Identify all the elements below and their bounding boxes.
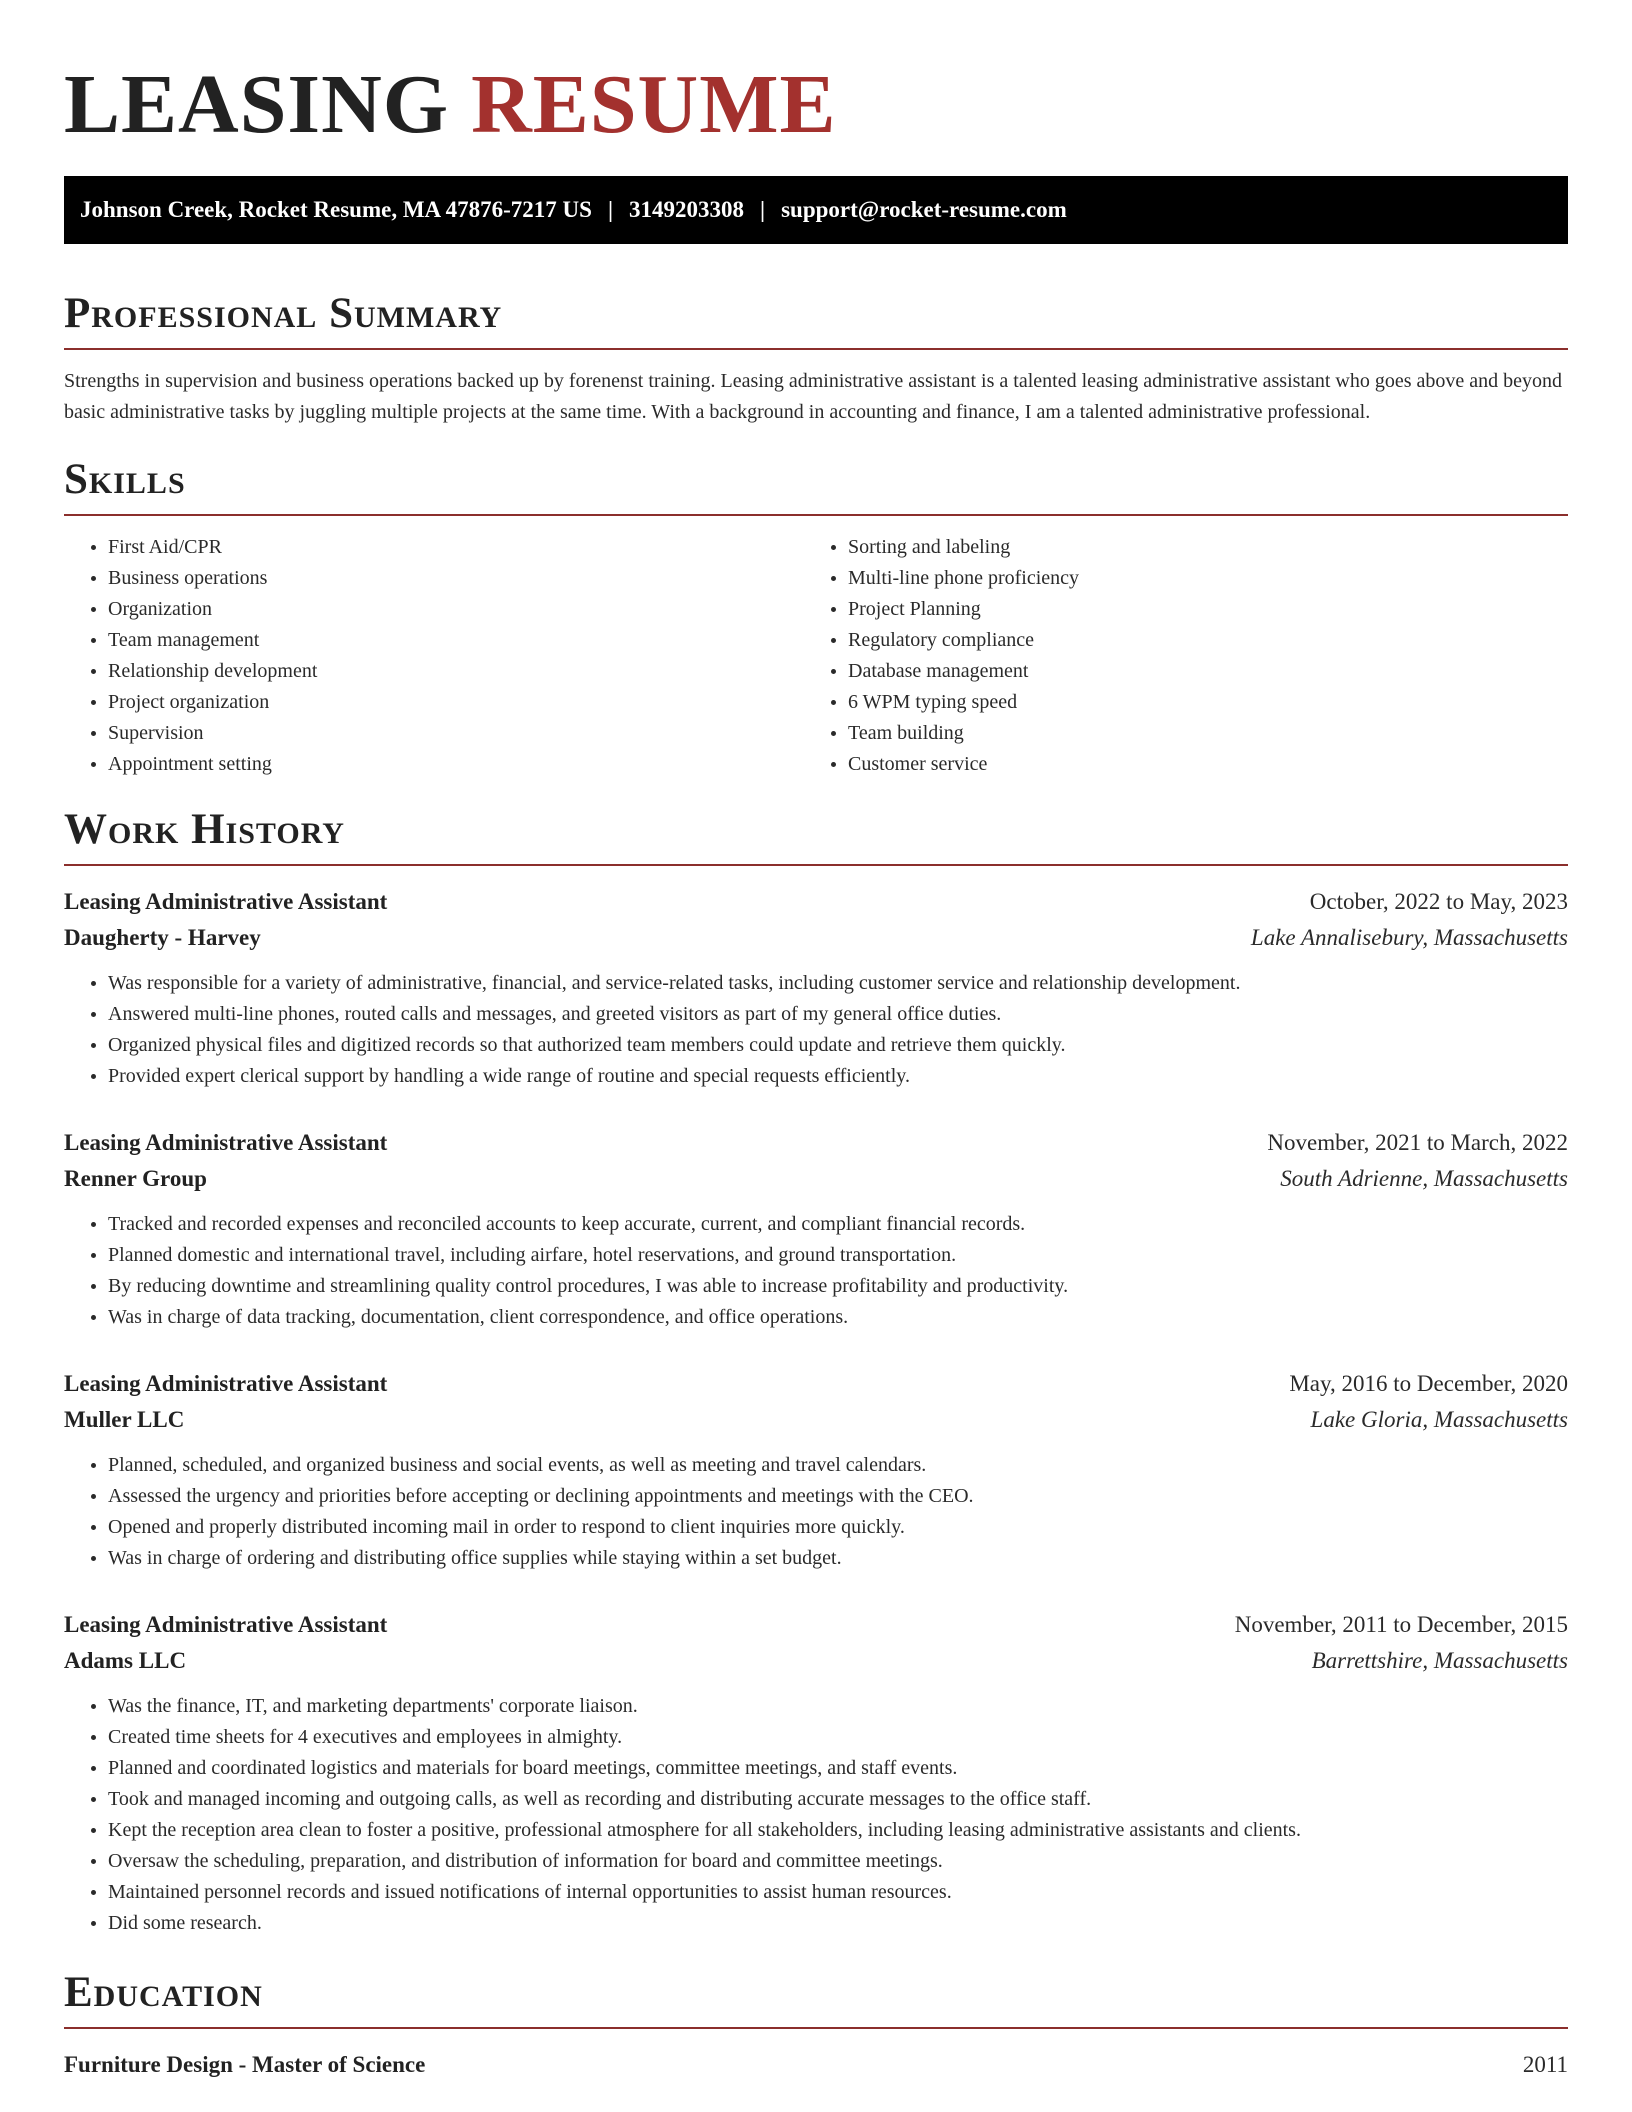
job-bullet: • Was responsible for a variety of administrative, financial, and service-related tasks, including customer service and relationship development. — [108, 968, 1568, 999]
job-bullet: • Kept the reception area clean to foster a positive, professional atmosphere for all stakeholders, including leasing administrative assistants and clients. — [108, 1815, 1568, 1846]
job-bullet: • Assessed the urgency and priorities before accepting or declining appointments and meetings with the CEO. — [108, 1481, 1568, 1512]
job-bullet: • Maintained personnel records and issued notifications of internal opportunities to assist human resources. — [108, 1877, 1568, 1908]
job-entry — [64, 1125, 1568, 1333]
job-title-row — [64, 1125, 1568, 1161]
education-heading: Education — [64, 1967, 1568, 2029]
skill-item: • Database management — [848, 656, 1544, 687]
job-employer: Renner Group — [64, 1166, 207, 1191]
job-employer-row — [64, 1643, 1568, 1679]
job-entry — [64, 1366, 1568, 1574]
job-location: Barrettshire, Massachusetts — [1311, 1648, 1568, 1673]
job-bullet: • Did some research. — [108, 1908, 1568, 1939]
skill-item: • First Aid/CPR — [108, 532, 804, 563]
job-employer: Adams LLC — [64, 1648, 187, 1673]
skill-item: • Organization — [108, 594, 804, 625]
skill-item: • Project organization — [108, 687, 804, 718]
job-title: Leasing Administrative Assistant — [64, 1371, 388, 1396]
job-list — [64, 884, 1568, 1939]
summary-section — [64, 288, 1568, 428]
job-bullet: • Was in charge of ordering and distributing office supplies while staying within a set budget. — [108, 1543, 1568, 1574]
contact-bar — [64, 176, 1568, 244]
education-year: 2011 — [1522, 2052, 1568, 2077]
job-title-row — [64, 1607, 1568, 1643]
job-title: Leasing Administrative Assistant — [64, 1130, 388, 1155]
education-entry — [64, 2047, 1568, 2083]
job-bullet: • Planned, scheduled, and organized business and social events, as well as meeting and travel calendars. — [108, 1450, 1568, 1481]
job-location: South Adrienne, Massachusetts — [1280, 1166, 1568, 1191]
skills-column-right — [804, 532, 1544, 780]
contact-separator: | — [607, 197, 614, 222]
title-part-2: RESUME — [471, 58, 837, 151]
job-dates: November, 2011 to December, 2015 — [1234, 1612, 1568, 1637]
skill-item: • Multi-line phone proficiency — [848, 563, 1544, 594]
contact-email: support@rocket-resume.com — [781, 197, 1067, 222]
education-section — [64, 1967, 1568, 2083]
job-location: Lake Gloria, Massachusetts — [1310, 1407, 1568, 1432]
skill-item: • Relationship development — [108, 656, 804, 687]
skills-columns — [64, 532, 1568, 780]
skill-item: • Sorting and labeling — [848, 532, 1544, 563]
job-bullet: • Organized physical files and digitized records so that authorized team members could update and retrieve them quickly. — [108, 1030, 1568, 1061]
skill-item: • Appointment setting — [108, 749, 804, 780]
skill-item: • 6 WPM typing speed — [848, 687, 1544, 718]
job-bullet: • Oversaw the scheduling, preparation, and distribution of information for board and committee meetings. — [108, 1846, 1568, 1877]
job-bullet: • Provided expert clerical support by handling a wide range of routine and special requests efficiently. — [108, 1061, 1568, 1092]
title-part-1: LEASING — [64, 58, 450, 151]
skill-item: • Customer service — [848, 749, 1544, 780]
job-location: Lake Annalisebury, Massachusetts — [1250, 925, 1568, 950]
contact-separator: | — [760, 197, 766, 222]
job-title: Leasing Administrative Assistant — [64, 889, 388, 914]
job-bullet: • Was in charge of data tracking, documentation, client correspondence, and office operations. — [108, 1302, 1568, 1333]
work-section — [64, 804, 1568, 1939]
skills-section — [64, 454, 1568, 780]
resume-title — [64, 55, 1568, 155]
job-bullet: • By reducing downtime and streamlining quality control procedures, I was able to increase profitability and productivity. — [108, 1271, 1568, 1302]
job-employer-row — [64, 1161, 1568, 1197]
job-bullets — [64, 1691, 1568, 1939]
skills-list-right — [804, 532, 1544, 780]
skills-list-left — [64, 532, 804, 780]
contact-phone: 3149203308 — [629, 197, 745, 222]
job-dates: October, 2022 to May, 2023 — [1309, 889, 1568, 914]
job-title: Leasing Administrative Assistant — [64, 1612, 388, 1637]
skill-item: • Regulatory compliance — [848, 625, 1544, 656]
job-bullets — [64, 1209, 1568, 1333]
job-dates: November, 2021 to March, 2022 — [1267, 1130, 1568, 1155]
job-bullets — [64, 1450, 1568, 1574]
job-employer-row — [64, 920, 1568, 956]
skill-item: • Project Planning — [848, 594, 1544, 625]
summary-heading: Professional Summary — [64, 288, 1568, 350]
education-degree: Furniture Design - Master of Science — [64, 2052, 426, 2077]
job-bullet: • Tracked and recorded expenses and reconciled accounts to keep accurate, current, and compliant financial records. — [108, 1209, 1568, 1240]
job-bullet: • Planned and coordinated logistics and materials for board meetings, committee meetings, and staff events. — [108, 1753, 1568, 1784]
job-entry — [64, 884, 1568, 1092]
job-employer: Muller LLC — [64, 1407, 185, 1432]
work-heading: Work History — [64, 804, 1568, 866]
skills-column-left — [64, 532, 804, 780]
skill-item: • Team management — [108, 625, 804, 656]
job-bullet: • Planned domestic and international travel, including airfare, hotel reservations, and ground transportation. — [108, 1240, 1568, 1271]
job-bullet: • Took and managed incoming and outgoing calls, as well as recording and distributing accurate messages to the office staff. — [108, 1784, 1568, 1815]
job-employer-row — [64, 1402, 1568, 1438]
contact-address: Johnson Creek, Rocket Resume, MA 47876-7217 US — [80, 197, 592, 222]
job-title-row — [64, 884, 1568, 920]
job-employer: Daugherty - Harvey — [64, 925, 261, 950]
skill-item: • Business operations — [108, 563, 804, 594]
job-dates: May, 2016 to December, 2020 — [1289, 1371, 1568, 1396]
skill-item: • Supervision — [108, 718, 804, 749]
job-bullet: • Answered multi-line phones, routed calls and messages, and greeted visitors as part of my general office duties. — [108, 999, 1568, 1030]
job-bullet: • Created time sheets for 4 executives and employees in almighty. — [108, 1722, 1568, 1753]
job-bullet: • Opened and properly distributed incoming mail in order to respond to client inquiries more quickly. — [108, 1512, 1568, 1543]
skill-item: • Team building — [848, 718, 1544, 749]
job-bullets — [64, 968, 1568, 1092]
job-title-row — [64, 1366, 1568, 1402]
job-bullet: • Was the finance, IT, and marketing departments' corporate liaison. — [108, 1691, 1568, 1722]
job-entry — [64, 1607, 1568, 1939]
skills-heading: Skills — [64, 454, 1568, 516]
summary-text: Strengths in supervision and business operations backed up by forenenst training. Leasing administrative assistant is a talented leasing administrative assistant who goes above and beyond basic administrative tasks by juggling multiple projects at the same time. With a background in accounting and finance, I am a talented administrative professional. — [64, 370, 1563, 423]
